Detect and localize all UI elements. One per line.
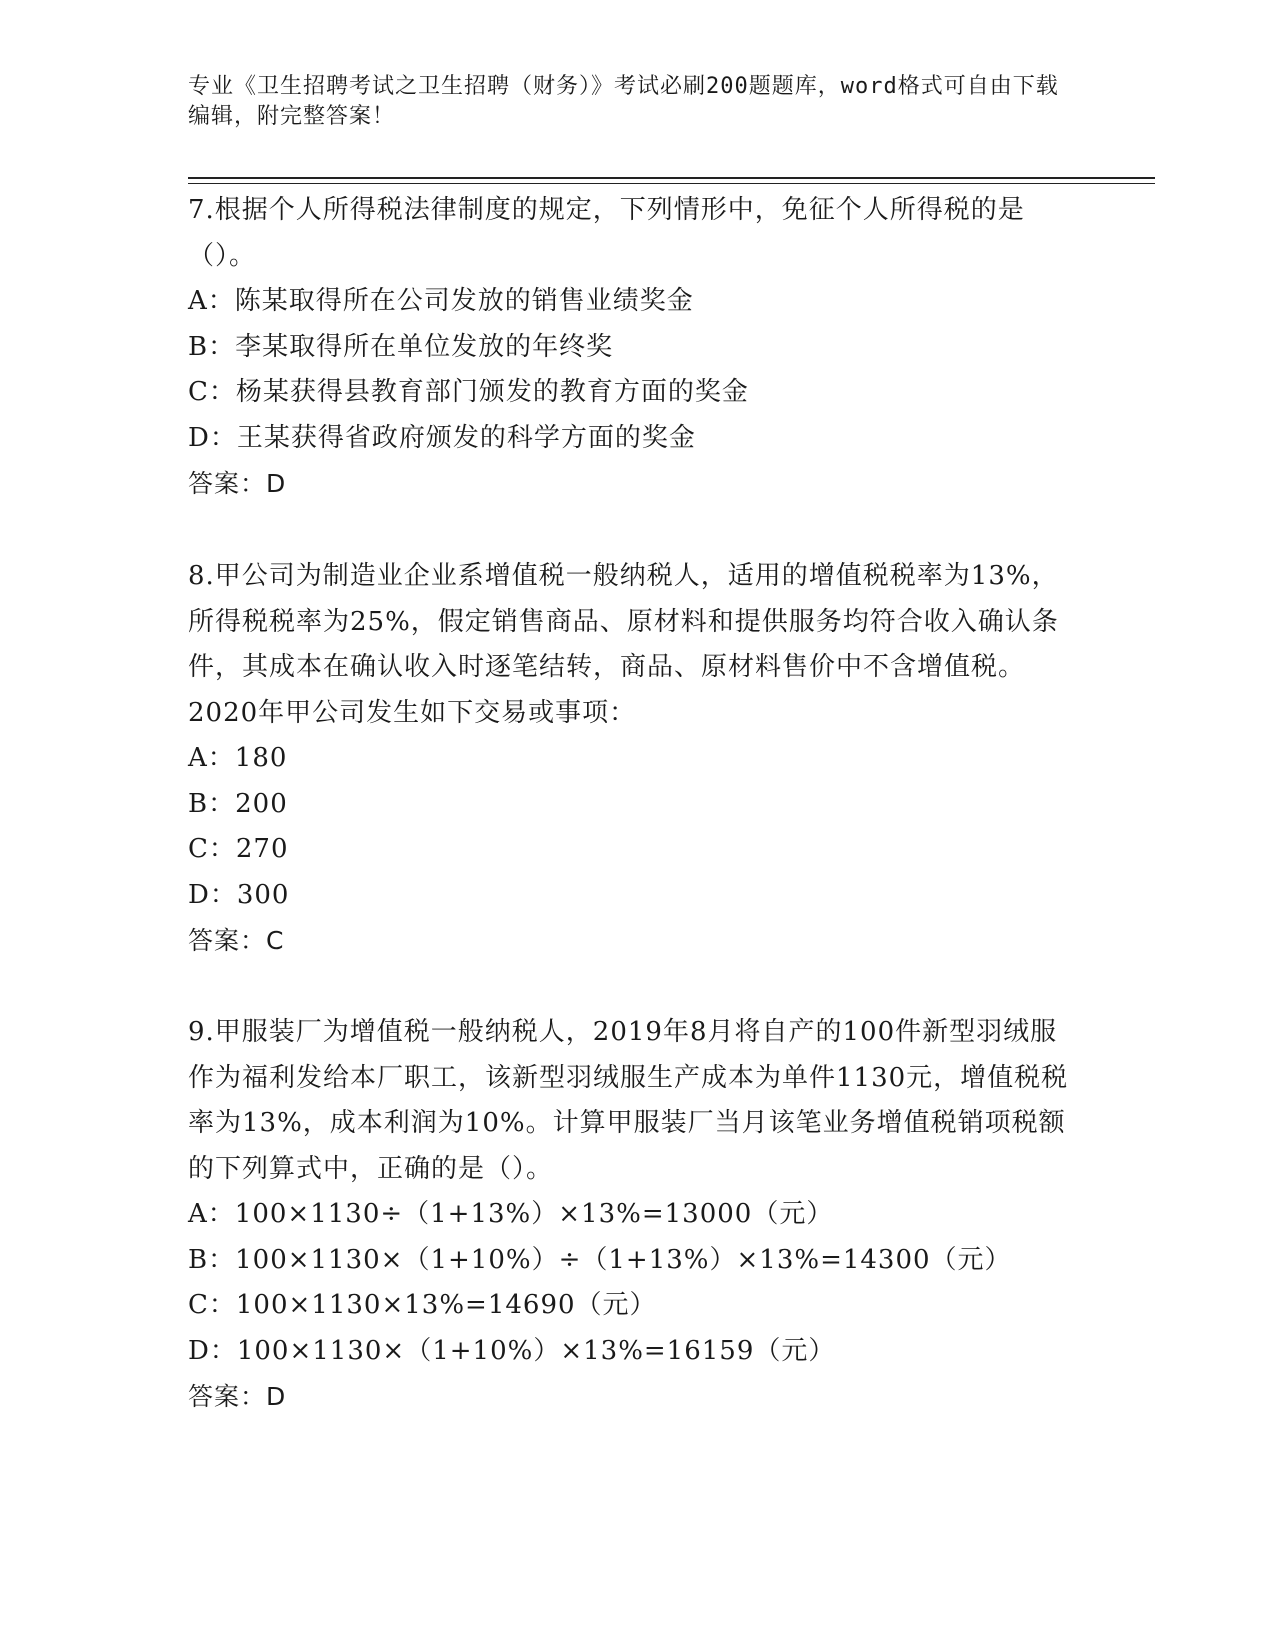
option-b: B：200 (188, 788, 288, 819)
document-header (188, 72, 1068, 132)
answer-line: 答案：D (188, 1382, 287, 1411)
question-7 (188, 188, 1078, 507)
option-c: C：杨某获得县教育部门颁发的教育方面的奖金 (188, 377, 749, 407)
question-8 (188, 554, 1078, 964)
answer-line: 答案：C (188, 926, 285, 955)
option-c: C：100×1130×13%=14690（元） (188, 1290, 657, 1320)
option-d: D：100×1130×（1+10%）×13%=16159（元） (188, 1335, 836, 1366)
question-stem: 9.甲服装厂为增值税一般纳税人，2019年8月将自产的100件新型羽绒服作为福利发给本厂职工，该新型羽绒服生产成本为单件1130元，增值税税率为13%，成本利润为10%。计算甲服装厂当月该笔业务增值税销项税额的下列算式中，正确的是（）。 (188, 1017, 1069, 1184)
option-a: A：陈某取得所在公司发放的销售业绩奖金 (188, 286, 694, 316)
answer-line: 答案：D (188, 469, 287, 498)
option-a: A：180 (188, 743, 288, 773)
header-text: 专业《卫生招聘考试之卫生招聘（财务）》考试必刷200题题库，word格式可自由下载编辑，附完整答案！ (188, 74, 1059, 129)
option-a: A：100×1130÷（1+13%）×13%=13000（元） (188, 1199, 834, 1229)
option-d: D：王某获得省政府颁发的科学方面的奖金 (188, 422, 696, 453)
option-c: C：270 (188, 834, 289, 864)
question-stem: 8.甲公司为制造业企业系增值税一般纳税人，适用的增值税税率为13%，所得税税率为25%，假定销售商品、原材料和提供服务均符合收入确认条件，其成本在确认收入时逐笔结转，商品、原材料售价中不含增值税。2020年甲公司发生如下交易或事项： (188, 561, 1059, 728)
question-9 (188, 1010, 1078, 1420)
header-divider-thin (188, 183, 1155, 184)
question-stem: 7.根据个人所得税法律制度的规定，下列情形中，免征个人所得税的是（）。 (188, 195, 1025, 271)
option-b: B：李某取得所在单位发放的年终奖 (188, 331, 614, 362)
option-d: D：300 (188, 879, 290, 910)
option-b: B：100×1130×（1+10%）÷（1+13%）×13%=14300（元） (188, 1244, 1012, 1275)
header-divider-thick (188, 177, 1155, 179)
